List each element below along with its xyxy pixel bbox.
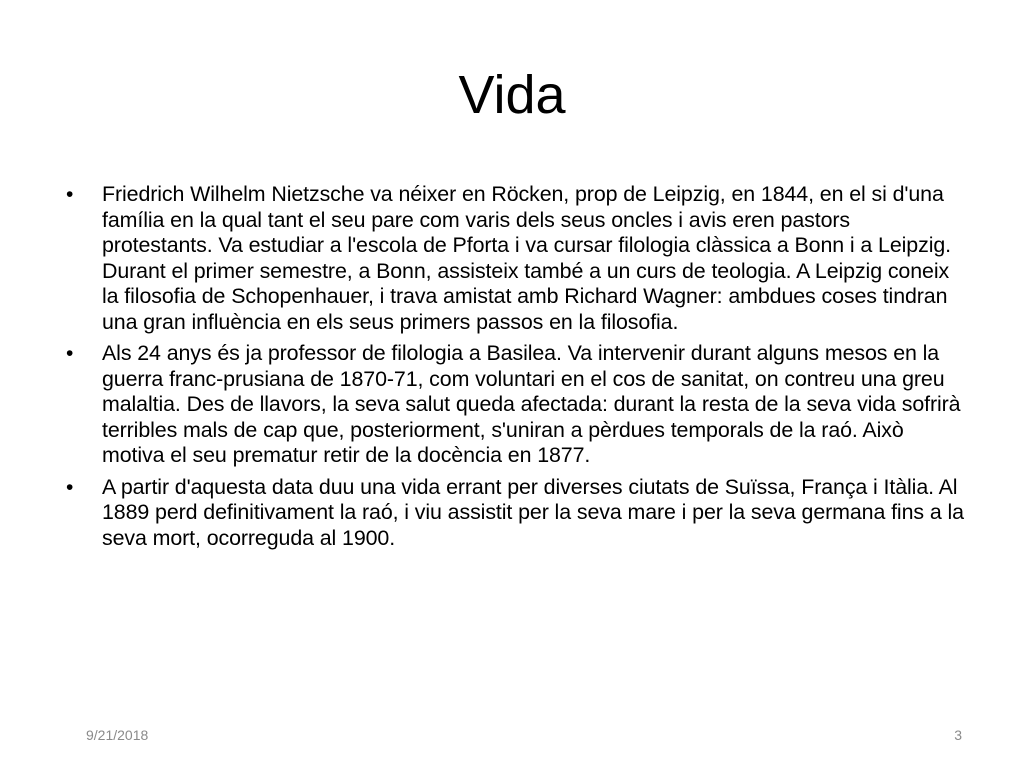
bullet-icon: • <box>66 342 74 365</box>
bullet-icon: • <box>66 183 74 206</box>
bullet-text: Friedrich Wilhelm Nietzsche va néixer en Röcken, prop de Leipzig, en 1844, en el si d'una família en la qual tant el seu pare com varis dels seus oncles i avis eren pastors protestants. Va estudiar a l'escola de Pforta i va cursar filologia clàssica a Bonn i a Leipzig. Durant el primer semestre, a Bonn, assisteix també a un curs de teologia. A Leipzig coneix la filosofia de Schopenhauer, i trava amistat amb Richard Wagner: ambdues coses tindran una gran influència en els seus primers passos en la filosofia. <box>102 182 951 334</box>
slide-title: Vida <box>458 65 566 125</box>
list-item <box>66 341 966 469</box>
bullet-list <box>66 182 966 557</box>
page-number: 3 <box>954 727 962 743</box>
list-item <box>66 182 966 335</box>
footer-date: 9/21/2018 <box>86 727 149 743</box>
list-item <box>66 475 966 552</box>
bullet-icon: • <box>66 475 74 499</box>
bullet-text: Als 24 anys és ja professor de filologia a Basilea. Va intervenir durant alguns mesos en la guerra franc-prusiana de 1870-71, com voluntari en el cos de sanitat, on contreu una greu malaltia. Des de llavors, la seva salut queda afectada: durant la resta de la seva vida sofrirà terribles mals de cap que, posteriorment, s'uniran a pèrdues temporals de la raó. Això motiva el seu prematur retir de la docència en 1877. <box>102 341 961 467</box>
bullet-text: A partir d'aquesta data duu una vida errant per diverses ciutats de Suïssa, França i Itàlia. Al 1889 perd definitivament la raó, i viu assistit per la seva mare i per la seva germana fins a la seva mort, ocorreguda al 1900. <box>102 474 964 550</box>
